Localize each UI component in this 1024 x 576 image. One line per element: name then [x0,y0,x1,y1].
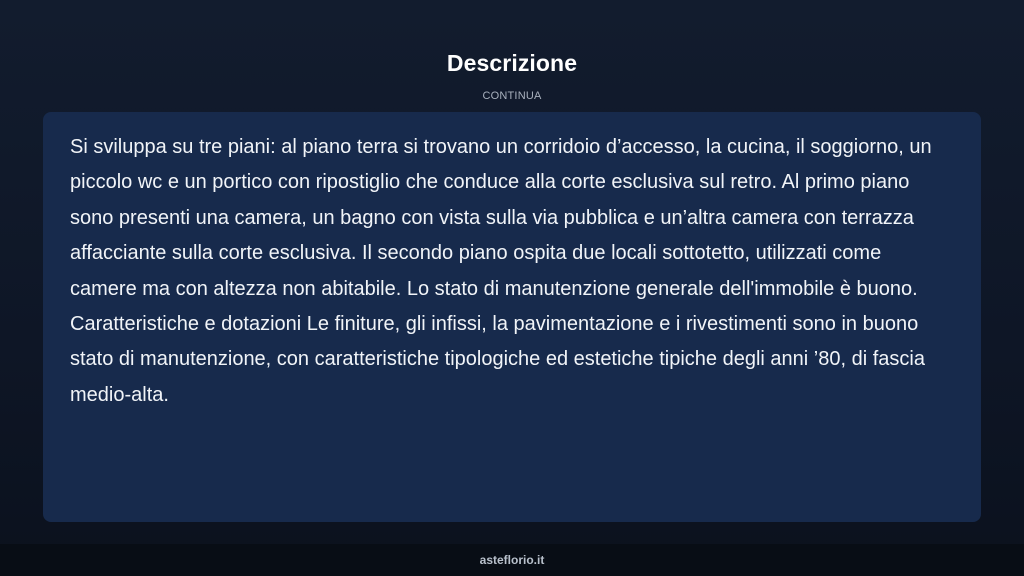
description-card [43,112,981,522]
site-name: asteflorio.it [479,553,545,567]
footer-bar [0,544,1024,576]
page-subtitle: CONTINUA [482,90,542,102]
description-text: Si sviluppa su tre piani: al piano terra si trovano un corridoio d’accesso, la cucina, il soggiorno, un piccolo wc e un portico con ripostiglio che conduce alla corte esclusiva sul retro. Al primo piano sono presenti una camera, un bagno con vista sulla via pubblica e un’altra camera con terrazza affacciante sulla corte esclusiva. Il secondo piano ospita due locali sottotetto, utilizzati come camere ma con altezza non abitabile. Lo stato di manutenzione generale dell'immobile è buono. Caratteristiche e dotazioni Le finiture, gli infissi, la pavimentazione e i rivestimenti sono in buono stato di manutenzione, con caratteristiche tipologiche ed estetiche tipiche degli anni ’80, di fascia medio-alta. [70,136,932,406]
page-title: Descrizione [446,50,578,76]
